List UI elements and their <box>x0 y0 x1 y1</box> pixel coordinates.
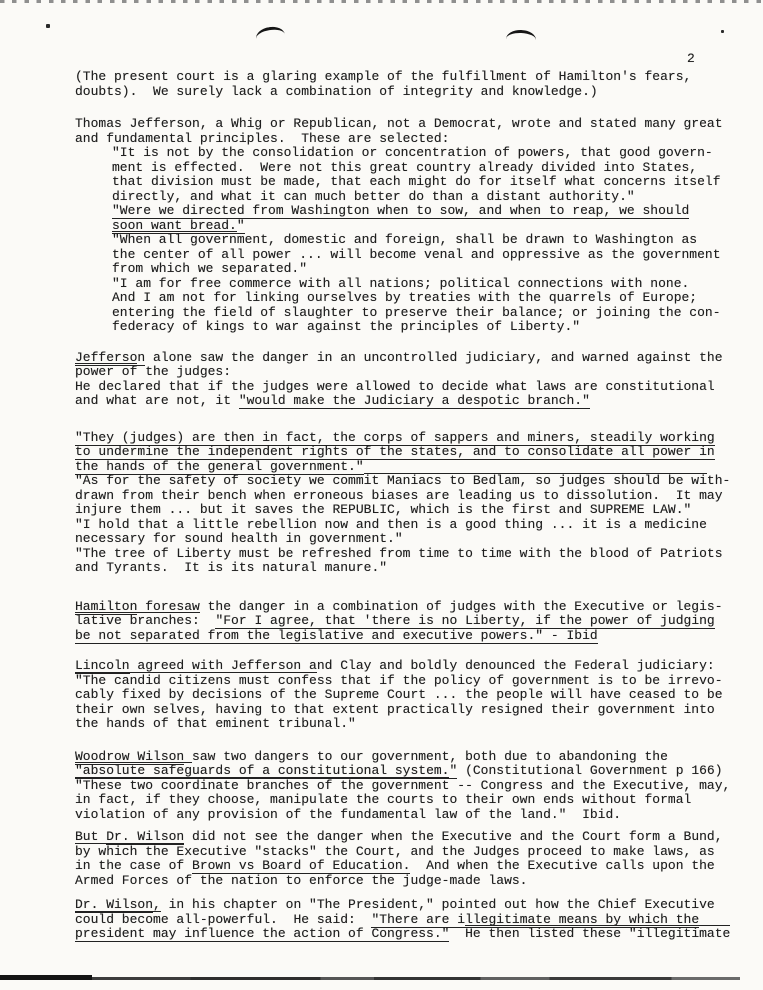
text-segment: He declared that if the judges were allowed to decide what laws are constitutional <box>75 378 715 394</box>
text-segment: federacy of kings to war against the principles of Liberty." <box>112 319 581 334</box>
text-segment: , in his chapter on "The President," pointed out how the Chief Executive <box>153 897 715 912</box>
text-segment: "As for the safety of society we commit Maniacs to Bedlam, so judges should be with- <box>75 473 731 488</box>
wilson-paragraph <box>75 750 747 823</box>
text-segment: (The present court is a glaring example of the fulfillment of Hamilton's fears, <box>75 69 692 84</box>
text-line <box>75 85 747 100</box>
text-line <box>75 793 747 808</box>
text-line <box>112 277 747 292</box>
underlined-text: Hamilton <box>75 598 138 614</box>
dr-wilson-president-paragraph <box>75 898 747 942</box>
jefferson-quote-consolidation <box>75 146 747 204</box>
text-line <box>75 489 747 504</box>
text-segment: necessary for sound health in government." <box>75 531 403 546</box>
text-line <box>75 561 747 576</box>
text-segment: "It is not by the consolidation or concentration of powers, that good govern- <box>112 145 713 160</box>
page-number: 2 <box>687 51 695 66</box>
text-segment: in fact, if they choose, manipulate the courts to their own ends without formal <box>75 792 692 807</box>
jefferson-sappers-miners <box>75 431 747 576</box>
but-dr-wilson-paragraph <box>75 830 747 888</box>
underlined-text: Brown vs Board of Education. <box>192 858 411 873</box>
text-line <box>112 306 747 321</box>
jefferson-judiciary-warning <box>75 351 747 409</box>
underlined-text <box>364 462 707 474</box>
text-segment: agreed with Jefferson and Clay and boldly denounced the Federal judiciary: <box>129 658 715 673</box>
text-segment: And when the Executive calls upon the <box>410 858 715 873</box>
scan-artifact-line <box>0 977 763 980</box>
text-segment: -- Congress and the Executive, may, <box>449 777 731 793</box>
scan-artifact-line <box>0 975 92 980</box>
ink-speck <box>46 24 50 28</box>
underlined-text: the hands of the general government." <box>75 458 364 474</box>
text-line <box>75 394 747 409</box>
overstruck-text: "These two coordinate branches of the government <box>75 777 450 793</box>
text-segment: "The tree of Liberty must be refreshed from time to time with the blood of Patriots <box>75 545 723 561</box>
text-line <box>75 380 747 395</box>
text-segment: their own selves, having to that extent practically resigned their government into <box>75 701 715 717</box>
text-segment: xecutive "stacks" the Court, and the Judges proceed to make laws, as <box>184 843 715 859</box>
text-segment: (Constitutional Government p 166) <box>457 763 723 778</box>
text-segment <box>449 926 465 941</box>
text-segment: the hands of that eminent tribunal." <box>75 716 356 731</box>
text-line <box>112 161 747 176</box>
text-line <box>75 547 747 562</box>
text-line <box>75 717 747 732</box>
text-segment: from which we separated." <box>112 261 308 276</box>
lincoln-paragraph <box>75 659 747 732</box>
intro-note <box>75 70 747 99</box>
underlined-text: "For I agree, that 'there is no Liberty, if the power of judging <box>215 613 715 628</box>
text-segment: ment, domestic and foreign, shall be drawn to Washington as <box>236 232 698 247</box>
overstruck-text: could becom <box>75 911 161 927</box>
text-segment: did not see the danger when the Executive and the Court form a Bund, <box>184 829 723 844</box>
underlined-text: Lincoln <box>75 658 130 673</box>
text-line <box>75 117 747 132</box>
underlined-text: be not separated from the legislative and executive powers." - Ibid <box>75 627 598 643</box>
hamilton-paragraph <box>75 600 747 644</box>
text-segment: in the case of <box>75 858 193 873</box>
text-segment: But <box>75 829 107 844</box>
text-segment: the center of all power ... will become venal and oppressive as the government <box>112 246 721 262</box>
overstruck-text: "The candid citizens must confe <box>75 672 317 688</box>
text-segment <box>200 613 216 628</box>
text-segment: ment is effected. Were not this great country already divided into States, <box>112 159 698 175</box>
text-segment: and Tyrants. It is its natural manure." <box>75 560 388 575</box>
text-line <box>112 262 747 277</box>
text-segment: Armed Forces of the nation to enforce the judge-made laws. <box>75 872 528 888</box>
text-line <box>75 629 747 644</box>
text-line <box>75 351 747 366</box>
text-segment: directly, and what it can much better do than a distant authority." <box>112 188 635 204</box>
binder-arc-mark <box>255 25 287 48</box>
text-segment: and what are not, it <box>75 393 239 408</box>
text-line <box>112 233 747 248</box>
text-line <box>112 248 747 263</box>
text-segment: foresaw the danger in a combination of judges with the Executive or legis- <box>137 598 723 614</box>
text-segment: "I am for free commerce with all nations; political connections with none. <box>112 275 690 291</box>
text-line <box>75 365 747 380</box>
jefferson-quote-drawn-to-washington <box>75 233 747 277</box>
underlined-text: "They (judges) are then in fact, the corps of sappers and miners, steadily working <box>75 429 715 445</box>
text-line <box>75 688 747 703</box>
text-segment: drawn from their bench when erroneous biases are leading us to dissolution. It may <box>75 487 723 503</box>
underlined-text: "Were we directed from Washington when to sow, and when to reap, we should <box>112 203 690 218</box>
text-line <box>75 845 747 860</box>
text-line <box>75 674 747 689</box>
underlined-text: soon want bread." <box>112 217 245 233</box>
underlined-text: uards of a constitutional system." <box>192 763 458 778</box>
text-line <box>75 532 747 547</box>
jefferson-quote-washington <box>75 204 747 233</box>
text-line <box>112 175 747 190</box>
jefferson-intro <box>75 117 747 146</box>
document-body <box>75 70 747 942</box>
binder-arc-mark <box>506 29 537 49</box>
underlined-text: to undermine the independent rights of the states, and to consolidate all power in <box>75 444 715 459</box>
text-segment: e all-powerful. He said: <box>160 911 372 927</box>
text-line <box>112 291 747 306</box>
text-segment: injure them ... but it saves the REPUBLIC, which is the first and SUPREME LAW." <box>75 502 692 517</box>
text-segment: that division must be made, that each might do for itself what concerns itself <box>112 174 721 189</box>
underlined-text: "There are illegitimate means by which the <box>371 911 700 927</box>
perforation-edge <box>0 0 763 3</box>
text-segment: violation of any provision of the fundamental law of the land." Ibid. <box>75 806 622 822</box>
text-segment: entering the field of slaughter to preserve their balance; or joining the con- <box>112 304 721 320</box>
text-line <box>75 518 747 533</box>
underlined-text: Dr. Wilson <box>106 829 185 844</box>
underlined-text: Woodrow Wilson <box>75 748 185 764</box>
underlined-text: Jefferson <box>75 349 146 365</box>
text-line <box>75 614 747 629</box>
overstruck-text: lative branches: <box>75 613 200 628</box>
text-line <box>75 927 747 942</box>
ink-speck <box>721 30 724 33</box>
text-line <box>75 859 747 874</box>
overstruck-text: by which the E <box>75 843 185 859</box>
text-line <box>75 874 747 889</box>
text-segment: doubts). We surely lack a combination of integrity and knowledge.) <box>75 83 598 99</box>
text-line <box>75 445 747 460</box>
underlined-text: "absolute safeg <box>75 763 193 778</box>
text-line <box>112 320 747 335</box>
text-line <box>112 190 747 205</box>
text-line <box>75 779 747 794</box>
text-segment: ss that if the policy of government is to be irrevo- <box>316 672 723 688</box>
text-segment: cably fixed by decisions of the Supreme Court ... the people will have ceased to be <box>75 687 723 702</box>
text-line <box>112 146 747 161</box>
overstruck-text: power of <box>75 364 138 379</box>
text-line <box>75 474 747 489</box>
text-segment: "I hold that a little rebellion now and then is a good thing ... it is a medicine <box>75 516 707 532</box>
text-segment: the judges: <box>137 364 232 379</box>
text-line <box>75 460 747 475</box>
text-segment: and fundamental principles. These are selected: <box>75 130 450 146</box>
text-line <box>75 70 747 85</box>
text-segment: Thomas Jefferson, a Whig or Republican, not a Democrat, wrote and stated many great <box>75 116 723 131</box>
text-segment: saw two dangers to our government, both due to abandoning the <box>184 748 668 764</box>
text-segment: alone saw the danger in an uncontrolled judiciary, and warned against the <box>145 349 723 365</box>
underlined-text: Dr. Wilson <box>75 897 154 912</box>
text-line <box>75 503 747 518</box>
text-line <box>75 898 747 913</box>
text-line <box>75 808 747 823</box>
jefferson-quote-free-commerce <box>75 277 747 335</box>
underlined-text: president may influence the action of Congress." <box>75 926 450 941</box>
overstruck-text: "When all govern <box>112 232 237 247</box>
text-line <box>75 703 747 718</box>
underlined-text: "would make the Judiciary a despotic branch." <box>238 393 590 408</box>
text-line <box>75 431 747 446</box>
text-line <box>112 204 747 219</box>
text-line <box>75 132 747 147</box>
overstruck-text: He then listed these "illegitimate <box>465 926 731 941</box>
text-segment: And I am not for linking ourselves by treaties with the quarrels of Europe; <box>112 290 698 305</box>
